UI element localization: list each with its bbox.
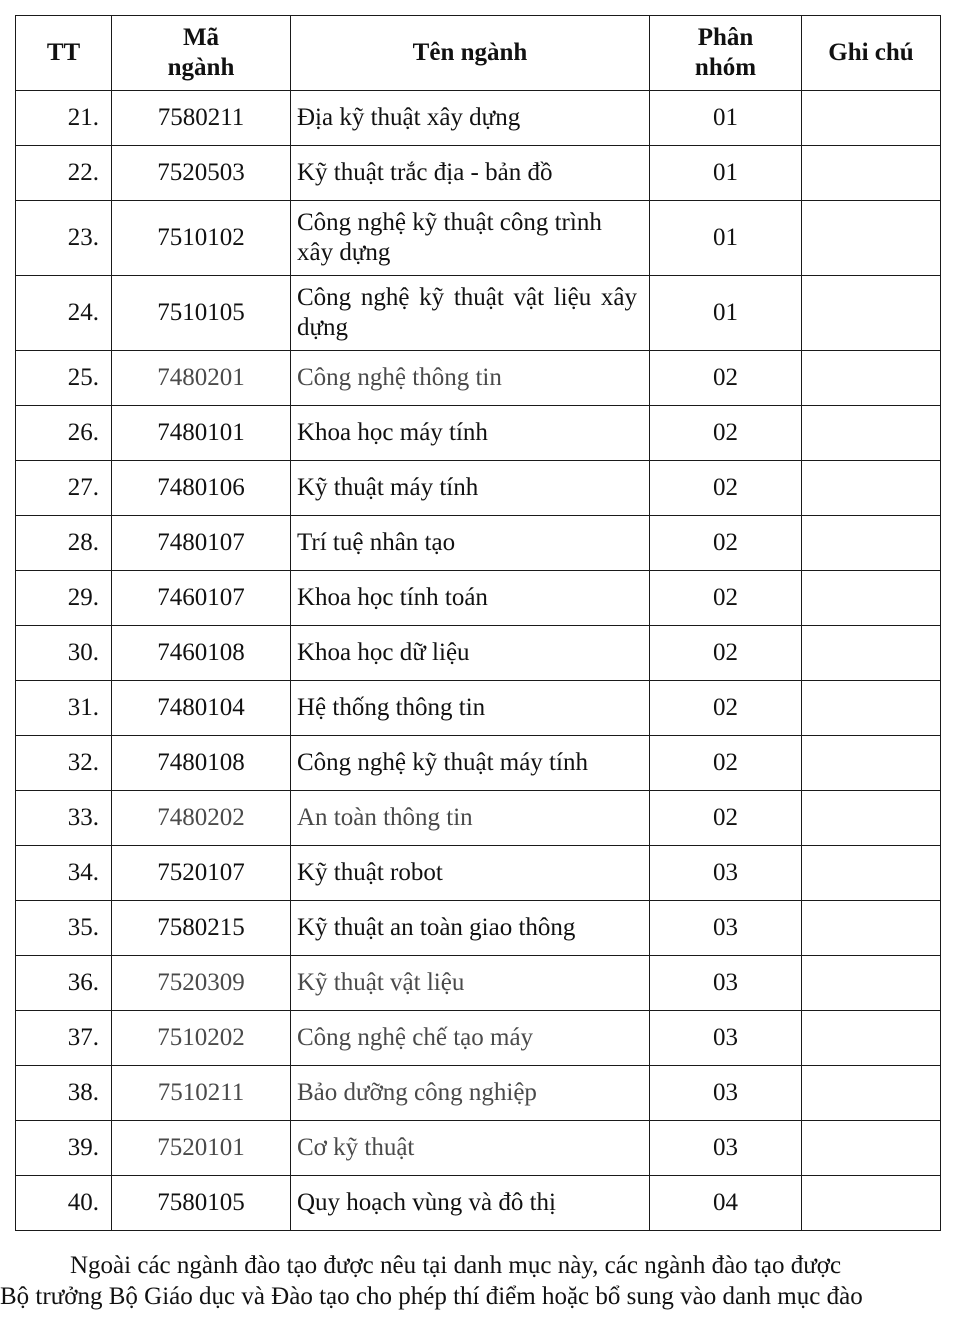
header-note: Ghi chú bbox=[802, 16, 941, 91]
row-tt: 26. bbox=[16, 406, 112, 461]
row-code: 7520309 bbox=[112, 956, 291, 1011]
row-tt: 36. bbox=[16, 956, 112, 1011]
row-note bbox=[802, 406, 941, 461]
row-group: 01 bbox=[650, 201, 802, 276]
row-code: 7510102 bbox=[112, 201, 291, 276]
row-name: Công nghệ thông tin bbox=[291, 351, 650, 406]
row-name: Cơ kỹ thuật bbox=[291, 1121, 650, 1176]
row-note bbox=[802, 1121, 941, 1176]
row-group: 02 bbox=[650, 571, 802, 626]
table-row bbox=[16, 1011, 941, 1066]
row-tt: 21. bbox=[16, 91, 112, 146]
table-row bbox=[16, 736, 941, 791]
row-note bbox=[802, 351, 941, 406]
row-name: Quy hoạch vùng và đô thị bbox=[291, 1176, 650, 1231]
header-code-line1: Mã bbox=[182, 24, 220, 51]
row-name: Công nghệ kỹ thuật máy tính bbox=[291, 736, 650, 791]
row-group: 02 bbox=[650, 516, 802, 571]
row-tt: 25. bbox=[16, 351, 112, 406]
row-name: Kỹ thuật máy tính bbox=[291, 461, 650, 516]
table-row bbox=[16, 956, 941, 1011]
row-name: Bảo dưỡng công nghiệp bbox=[291, 1066, 650, 1121]
row-tt: 30. bbox=[16, 626, 112, 681]
row-group: 02 bbox=[650, 351, 802, 406]
row-note bbox=[802, 1176, 941, 1231]
row-note bbox=[802, 736, 941, 791]
header-group-line2: nhóm bbox=[694, 54, 757, 81]
row-name: Khoa học tính toán bbox=[291, 571, 650, 626]
row-tt: 31. bbox=[16, 681, 112, 736]
row-tt: 22. bbox=[16, 146, 112, 201]
header-group bbox=[650, 16, 802, 91]
row-group: 01 bbox=[650, 276, 802, 351]
table-row bbox=[16, 626, 941, 681]
row-note bbox=[802, 681, 941, 736]
row-note bbox=[802, 91, 941, 146]
header-code-line2: ngành bbox=[167, 54, 235, 81]
row-tt: 27. bbox=[16, 461, 112, 516]
row-tt: 35. bbox=[16, 901, 112, 956]
table-row bbox=[16, 791, 941, 846]
row-group: 02 bbox=[650, 736, 802, 791]
row-tt: 34. bbox=[16, 846, 112, 901]
table-row bbox=[16, 1066, 941, 1121]
table-row bbox=[16, 351, 941, 406]
row-note bbox=[802, 201, 941, 276]
row-tt: 28. bbox=[16, 516, 112, 571]
row-code: 7480106 bbox=[112, 461, 291, 516]
row-group: 02 bbox=[650, 461, 802, 516]
table-row bbox=[16, 406, 941, 461]
row-name: Kỹ thuật vật liệu bbox=[291, 956, 650, 1011]
row-name: Công nghệ chế tạo máy bbox=[291, 1011, 650, 1066]
row-name: An toàn thông tin bbox=[291, 791, 650, 846]
row-code: 7520503 bbox=[112, 146, 291, 201]
table-row bbox=[16, 681, 941, 736]
row-tt: 37. bbox=[16, 1011, 112, 1066]
table-row bbox=[16, 146, 941, 201]
row-code: 7480202 bbox=[112, 791, 291, 846]
header-tt: TT bbox=[16, 16, 112, 91]
row-tt: 38. bbox=[16, 1066, 112, 1121]
row-code: 7510202 bbox=[112, 1011, 291, 1066]
row-note bbox=[802, 461, 941, 516]
table-row bbox=[16, 91, 941, 146]
row-group: 01 bbox=[650, 146, 802, 201]
row-tt: 23. bbox=[16, 201, 112, 276]
row-tt: 40. bbox=[16, 1176, 112, 1231]
table-row bbox=[16, 571, 941, 626]
row-code: 7480104 bbox=[112, 681, 291, 736]
footer-line-1: Ngoài các ngành đào tạo được nêu tại danh mục này, các ngành đào tạo được bbox=[70, 1252, 842, 1279]
row-tt: 24. bbox=[16, 276, 112, 351]
table-header-row bbox=[16, 16, 941, 91]
row-code: 7520101 bbox=[112, 1121, 291, 1176]
row-group: 02 bbox=[650, 626, 802, 681]
row-code: 7460107 bbox=[112, 571, 291, 626]
row-code: 7580215 bbox=[112, 901, 291, 956]
header-group-line1: Phân bbox=[697, 24, 754, 51]
row-note bbox=[802, 956, 941, 1011]
row-code: 7510105 bbox=[112, 276, 291, 351]
table-row bbox=[16, 1176, 941, 1231]
row-name: Khoa học dữ liệu bbox=[291, 626, 650, 681]
row-code: 7520107 bbox=[112, 846, 291, 901]
row-note bbox=[802, 791, 941, 846]
row-note bbox=[802, 626, 941, 681]
row-group: 03 bbox=[650, 1066, 802, 1121]
table-row bbox=[16, 201, 941, 276]
row-note bbox=[802, 1011, 941, 1066]
row-name: Công nghệ kỹ thuật công trình xây dựng bbox=[291, 201, 650, 276]
row-note bbox=[802, 846, 941, 901]
row-note bbox=[802, 571, 941, 626]
row-note bbox=[802, 516, 941, 571]
row-code: 7480107 bbox=[112, 516, 291, 571]
row-group: 03 bbox=[650, 1011, 802, 1066]
header-code bbox=[112, 16, 291, 91]
row-name: Địa kỹ thuật xây dựng bbox=[291, 91, 650, 146]
row-code: 7480101 bbox=[112, 406, 291, 461]
row-code: 7460108 bbox=[112, 626, 291, 681]
table-row bbox=[16, 276, 941, 351]
row-code: 7480201 bbox=[112, 351, 291, 406]
row-code: 7480108 bbox=[112, 736, 291, 791]
table-row bbox=[16, 846, 941, 901]
majors-table bbox=[15, 15, 941, 1231]
row-group: 03 bbox=[650, 846, 802, 901]
row-group: 03 bbox=[650, 956, 802, 1011]
row-group: 02 bbox=[650, 681, 802, 736]
table-row bbox=[16, 901, 941, 956]
row-name: Hệ thống thông tin bbox=[291, 681, 650, 736]
row-name: Kỹ thuật trắc địa - bản đồ bbox=[291, 146, 650, 201]
row-name: Công nghệ kỹ thuật vật liệu xây dựng bbox=[291, 276, 650, 351]
table-row bbox=[16, 516, 941, 571]
row-group: 02 bbox=[650, 791, 802, 846]
row-note bbox=[802, 1066, 941, 1121]
row-tt: 39. bbox=[16, 1121, 112, 1176]
row-group: 01 bbox=[650, 91, 802, 146]
footer-paragraph bbox=[0, 1250, 964, 1312]
row-tt: 33. bbox=[16, 791, 112, 846]
row-name: Trí tuệ nhân tạo bbox=[291, 516, 650, 571]
row-name: Kỹ thuật an toàn giao thông bbox=[291, 901, 650, 956]
row-note bbox=[802, 146, 941, 201]
row-note bbox=[802, 901, 941, 956]
row-group: 03 bbox=[650, 1121, 802, 1176]
row-group: 03 bbox=[650, 901, 802, 956]
row-code: 7580211 bbox=[112, 91, 291, 146]
row-note bbox=[802, 276, 941, 351]
row-group: 02 bbox=[650, 406, 802, 461]
row-tt: 29. bbox=[16, 571, 112, 626]
table-row bbox=[16, 461, 941, 516]
row-code: 7510211 bbox=[112, 1066, 291, 1121]
row-group: 04 bbox=[650, 1176, 802, 1231]
row-code: 7580105 bbox=[112, 1176, 291, 1231]
row-name: Kỹ thuật robot bbox=[291, 846, 650, 901]
row-name: Khoa học máy tính bbox=[291, 406, 650, 461]
header-name: Tên ngành bbox=[291, 16, 650, 91]
footer-line-2: Bộ trưởng Bộ Giáo dục và Đào tạo cho phép thí điểm hoặc bổ sung vào danh mục đào bbox=[0, 1283, 863, 1310]
table-row bbox=[16, 1121, 941, 1176]
row-tt: 32. bbox=[16, 736, 112, 791]
